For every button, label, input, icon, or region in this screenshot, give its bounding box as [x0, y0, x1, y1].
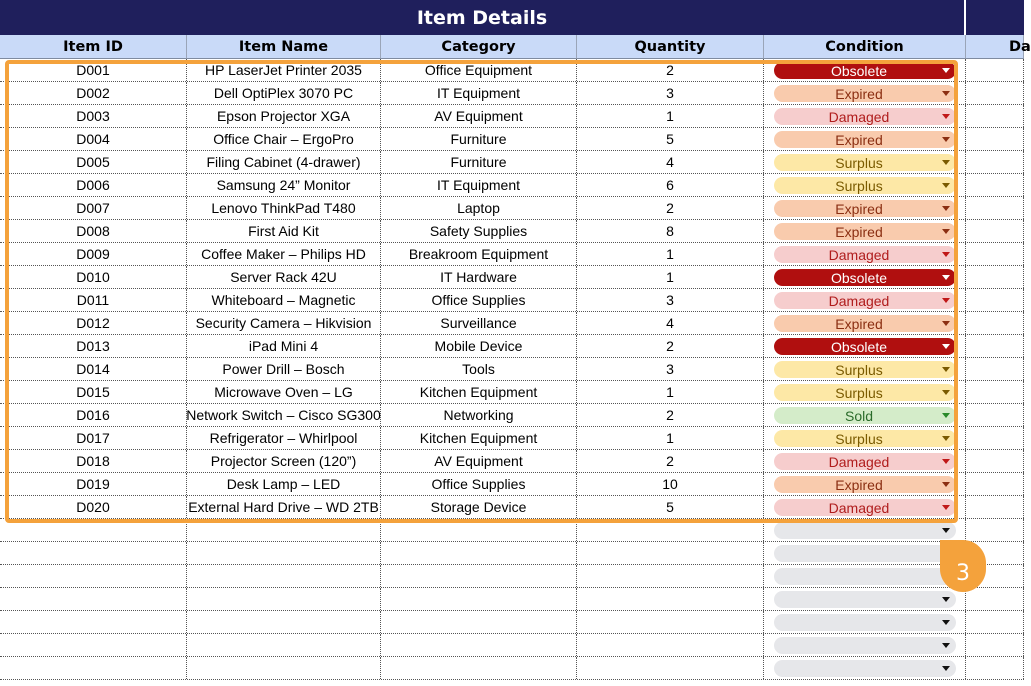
table-row	[0, 634, 1024, 657]
dropdown-arrow-icon[interactable]	[942, 252, 950, 257]
condition-cell[interactable]	[764, 588, 966, 610]
category-cell[interactable]: IT Hardware	[381, 266, 577, 288]
table-row	[0, 105, 1024, 128]
quantity-cell[interactable]: 1	[577, 243, 764, 265]
dropdown-arrow-icon[interactable]	[942, 436, 950, 441]
table-row	[0, 82, 1024, 105]
category-cell[interactable]: AV Equipment	[381, 450, 577, 472]
condition-cell[interactable]	[764, 565, 966, 587]
next-column-cell[interactable]	[966, 59, 1024, 81]
condition-dropdown-chip[interactable]	[774, 269, 956, 286]
item-id-cell[interactable]: D017	[0, 427, 187, 449]
dropdown-arrow-icon[interactable]	[942, 183, 950, 188]
condition-dropdown-chip[interactable]	[774, 200, 956, 217]
category-cell[interactable]: Breakroom Equipment	[381, 243, 577, 265]
item-id-cell[interactable]: D005	[0, 151, 187, 173]
dropdown-arrow-icon[interactable]	[942, 137, 950, 142]
category-cell[interactable]: Office Supplies	[381, 473, 577, 495]
next-column-cell[interactable]	[966, 151, 1024, 173]
next-column-cell[interactable]	[966, 450, 1024, 472]
table-row	[0, 358, 1024, 381]
item-name-cell[interactable]: Desk Lamp – LED	[187, 473, 381, 495]
condition-dropdown-chip[interactable]	[774, 223, 956, 240]
condition-dropdown-chip[interactable]	[774, 292, 956, 309]
category-cell[interactable]: Furniture	[381, 151, 577, 173]
dropdown-arrow-icon[interactable]	[942, 459, 950, 464]
item-id-cell[interactable]: D018	[0, 450, 187, 472]
condition-cell[interactable]	[764, 151, 966, 173]
quantity-cell[interactable]: 4	[577, 312, 764, 334]
header-quantity[interactable]: Quantity	[577, 35, 764, 59]
category-cell[interactable]: Office Equipment	[381, 59, 577, 81]
condition-cell[interactable]	[764, 358, 966, 380]
item-id-cell[interactable]: D011	[0, 289, 187, 311]
condition-dropdown-chip[interactable]	[774, 361, 956, 378]
quantity-cell[interactable]: 2	[577, 404, 764, 426]
dropdown-arrow-icon[interactable]	[942, 597, 950, 602]
quantity-cell[interactable]: 10	[577, 473, 764, 495]
table-row	[0, 496, 1024, 519]
next-column-cell[interactable]	[966, 289, 1024, 311]
table-row	[0, 220, 1024, 243]
dropdown-arrow-icon[interactable]	[942, 620, 950, 625]
category-cell[interactable]	[381, 588, 577, 610]
category-cell[interactable]: Storage Device	[381, 496, 577, 518]
condition-label: Surplus	[835, 361, 883, 378]
item-id-cell[interactable]: D016	[0, 404, 187, 426]
quantity-cell[interactable]: 1	[577, 381, 764, 403]
condition-cell[interactable]	[764, 335, 966, 357]
condition-dropdown-chip[interactable]	[774, 430, 956, 447]
dropdown-arrow-icon[interactable]	[942, 666, 950, 671]
dropdown-arrow-icon[interactable]	[942, 321, 950, 326]
quantity-cell[interactable]: 1	[577, 427, 764, 449]
condition-label: Expired	[835, 315, 883, 332]
item-name-cell[interactable]	[187, 542, 381, 564]
quantity-cell[interactable]: 6	[577, 174, 764, 196]
condition-label: Obsolete	[830, 269, 888, 286]
condition-cell[interactable]	[764, 243, 966, 265]
next-column-cell[interactable]	[966, 404, 1024, 426]
condition-cell[interactable]	[764, 289, 966, 311]
next-column-cell[interactable]	[966, 105, 1024, 127]
category-cell[interactable]	[381, 611, 577, 633]
item-name-cell[interactable]: Projector Screen (120”)	[187, 450, 381, 472]
condition-cell[interactable]	[764, 312, 966, 334]
condition-dropdown-chip[interactable]	[774, 545, 956, 562]
quantity-cell[interactable]	[577, 542, 764, 564]
dropdown-arrow-icon[interactable]	[942, 643, 950, 648]
condition-dropdown-chip[interactable]	[774, 108, 956, 125]
category-cell[interactable]	[381, 519, 577, 541]
dropdown-arrow-icon[interactable]	[942, 68, 950, 73]
item-id-cell[interactable]: D006	[0, 174, 187, 196]
item-id-cell[interactable]: D010	[0, 266, 187, 288]
quantity-cell[interactable]: 3	[577, 289, 764, 311]
condition-dropdown-chip[interactable]	[774, 338, 956, 355]
condition-dropdown-chip[interactable]	[774, 177, 956, 194]
item-name-cell[interactable]: External Hard Drive – WD 2TB	[187, 496, 381, 518]
condition-dropdown-chip[interactable]	[774, 476, 956, 493]
dropdown-arrow-icon[interactable]	[942, 160, 950, 165]
category-cell[interactable]: AV Equipment	[381, 105, 577, 127]
step-callout-badge: 3	[940, 540, 986, 592]
item-name-cell[interactable]: Coffee Maker – Philips HD	[187, 243, 381, 265]
condition-dropdown-chip[interactable]	[774, 637, 956, 654]
item-id-cell[interactable]: D002	[0, 82, 187, 104]
next-column-cell[interactable]	[966, 174, 1024, 196]
quantity-cell[interactable]: 2	[577, 450, 764, 472]
category-cell[interactable]	[381, 657, 577, 679]
category-cell[interactable]: Mobile Device	[381, 335, 577, 357]
category-cell[interactable]	[381, 542, 577, 564]
quantity-cell[interactable]: 5	[577, 128, 764, 150]
next-column-cell[interactable]	[966, 197, 1024, 219]
data-grid	[0, 59, 1024, 680]
table-row	[0, 128, 1024, 151]
table-row	[0, 243, 1024, 266]
dropdown-arrow-icon[interactable]	[942, 413, 950, 418]
item-id-cell[interactable]: D003	[0, 105, 187, 127]
item-id-cell[interactable]: D013	[0, 335, 187, 357]
condition-cell[interactable]	[764, 266, 966, 288]
condition-label: Surplus	[835, 384, 883, 401]
quantity-cell[interactable]	[577, 611, 764, 633]
dropdown-arrow-icon[interactable]	[942, 390, 950, 395]
item-id-cell[interactable]	[0, 657, 187, 679]
quantity-cell[interactable]: 3	[577, 358, 764, 380]
table-row	[0, 588, 1024, 611]
condition-label: Surplus	[835, 430, 883, 447]
condition-dropdown-chip[interactable]	[774, 62, 956, 79]
table-row	[0, 611, 1024, 634]
section-title-banner: Item Details	[0, 0, 964, 35]
condition-dropdown-chip[interactable]	[774, 154, 956, 171]
next-column-cell[interactable]	[966, 657, 1024, 679]
condition-cell[interactable]	[764, 542, 966, 564]
next-column-cell[interactable]	[966, 611, 1024, 633]
condition-label: Expired	[835, 131, 883, 148]
condition-cell[interactable]	[764, 128, 966, 150]
condition-label: Damaged	[828, 246, 890, 263]
item-name-cell[interactable]: HP LaserJet Printer 2035	[187, 59, 381, 81]
header-item-id[interactable]: Item ID	[0, 35, 187, 59]
item-name-cell[interactable]	[187, 611, 381, 633]
item-name-cell[interactable]: Office Chair – ErgoPro	[187, 128, 381, 150]
next-column-cell[interactable]	[966, 381, 1024, 403]
header-next-column[interactable]: Da	[966, 35, 1024, 59]
dropdown-arrow-icon[interactable]	[942, 275, 950, 280]
table-row	[0, 289, 1024, 312]
quantity-cell[interactable]: 8	[577, 220, 764, 242]
condition-cell[interactable]	[764, 657, 966, 679]
item-id-cell[interactable]: D020	[0, 496, 187, 518]
next-column-cell[interactable]	[966, 82, 1024, 104]
table-row	[0, 312, 1024, 335]
quantity-cell[interactable]: 2	[577, 335, 764, 357]
quantity-cell[interactable]	[577, 565, 764, 587]
quantity-cell[interactable]: 1	[577, 266, 764, 288]
condition-label: Expired	[835, 476, 883, 493]
table-row	[0, 542, 1024, 565]
quantity-cell[interactable]: 2	[577, 59, 764, 81]
table-row	[0, 404, 1024, 427]
quantity-cell[interactable]: 4	[577, 151, 764, 173]
category-cell[interactable]: Networking	[381, 404, 577, 426]
item-id-cell[interactable]: D001	[0, 59, 187, 81]
category-cell[interactable]: Kitchen Equipment	[381, 381, 577, 403]
next-section-banner	[966, 0, 1024, 35]
condition-cell[interactable]	[764, 82, 966, 104]
condition-cell[interactable]	[764, 381, 966, 403]
condition-label: Obsolete	[830, 62, 888, 79]
table-row	[0, 381, 1024, 404]
item-name-cell[interactable]: Dell OptiPlex 3070 PC	[187, 82, 381, 104]
condition-label: Damaged	[828, 453, 890, 470]
condition-dropdown-chip[interactable]	[774, 246, 956, 263]
dropdown-arrow-icon[interactable]	[942, 114, 950, 119]
category-cell[interactable]: Kitchen Equipment	[381, 427, 577, 449]
condition-label: Surplus	[835, 177, 883, 194]
quantity-cell[interactable]: 5	[577, 496, 764, 518]
item-id-cell[interactable]: D007	[0, 197, 187, 219]
item-name-cell[interactable]: First Aid Kit	[187, 220, 381, 242]
condition-label: Obsolete	[830, 338, 888, 355]
item-name-cell[interactable]: iPad Mini 4	[187, 335, 381, 357]
next-column-cell[interactable]	[966, 312, 1024, 334]
condition-label: Damaged	[828, 292, 890, 309]
table-row	[0, 197, 1024, 220]
item-id-cell[interactable]: D004	[0, 128, 187, 150]
dropdown-arrow-icon[interactable]	[942, 482, 950, 487]
next-column-cell[interactable]	[966, 358, 1024, 380]
condition-cell[interactable]	[764, 519, 966, 541]
header-item-name[interactable]: Item Name	[187, 35, 381, 59]
table-row	[0, 335, 1024, 358]
dropdown-arrow-icon[interactable]	[942, 367, 950, 372]
item-name-cell[interactable]: Lenovo ThinkPad T480	[187, 197, 381, 219]
next-column-cell[interactable]	[966, 473, 1024, 495]
condition-dropdown-chip[interactable]	[774, 315, 956, 332]
item-id-cell[interactable]	[0, 519, 187, 541]
condition-cell[interactable]	[764, 220, 966, 242]
condition-dropdown-chip[interactable]	[774, 407, 956, 424]
table-row	[0, 174, 1024, 197]
dropdown-arrow-icon[interactable]	[942, 91, 950, 96]
condition-dropdown-chip[interactable]	[774, 453, 956, 470]
condition-label: Damaged	[828, 108, 890, 125]
condition-cell[interactable]	[764, 473, 966, 495]
table-row	[0, 266, 1024, 289]
dropdown-arrow-icon[interactable]	[942, 505, 950, 510]
item-name-cell[interactable]: Security Camera – Hikvision	[187, 312, 381, 334]
table-row	[0, 657, 1024, 680]
next-column-cell[interactable]	[966, 496, 1024, 518]
item-name-cell[interactable]: Power Drill – Bosch	[187, 358, 381, 380]
category-cell[interactable]: IT Equipment	[381, 174, 577, 196]
quantity-cell[interactable]	[577, 657, 764, 679]
condition-label: Sold	[844, 407, 874, 424]
condition-label: Surplus	[835, 154, 883, 171]
item-name-cell[interactable]: Network Switch – Cisco SG300	[187, 404, 381, 426]
table-row	[0, 450, 1024, 473]
condition-label: Expired	[835, 200, 883, 217]
header-condition[interactable]: Condition	[764, 35, 966, 59]
item-name-cell[interactable]	[187, 657, 381, 679]
condition-cell[interactable]	[764, 105, 966, 127]
dropdown-arrow-icon[interactable]	[942, 344, 950, 349]
item-name-cell[interactable]	[187, 565, 381, 587]
dropdown-arrow-icon[interactable]	[942, 206, 950, 211]
item-name-cell[interactable]	[187, 588, 381, 610]
item-name-cell[interactable]: Epson Projector XGA	[187, 105, 381, 127]
item-name-cell[interactable]: Whiteboard – Magnetic	[187, 289, 381, 311]
next-column-cell[interactable]	[966, 427, 1024, 449]
next-column-cell[interactable]	[966, 634, 1024, 656]
table-row	[0, 519, 1024, 542]
next-column-cell[interactable]	[966, 588, 1024, 610]
condition-dropdown-chip[interactable]	[774, 384, 956, 401]
category-cell[interactable]: Office Supplies	[381, 289, 577, 311]
header-category[interactable]: Category	[381, 35, 577, 59]
condition-cell[interactable]	[764, 496, 966, 518]
next-column-cell[interactable]	[966, 128, 1024, 150]
condition-dropdown-chip[interactable]	[774, 568, 956, 585]
category-cell[interactable]: Laptop	[381, 197, 577, 219]
next-column-cell[interactable]	[966, 220, 1024, 242]
item-id-cell[interactable]	[0, 634, 187, 656]
category-cell[interactable]	[381, 634, 577, 656]
condition-label: Expired	[835, 223, 883, 240]
item-name-cell[interactable]: Server Rack 42U	[187, 266, 381, 288]
quantity-cell[interactable]: 1	[577, 105, 764, 127]
category-cell[interactable]: Safety Supplies	[381, 220, 577, 242]
item-name-cell[interactable]: Microwave Oven – LG	[187, 381, 381, 403]
item-id-cell[interactable]: D009	[0, 243, 187, 265]
category-cell[interactable]: IT Equipment	[381, 82, 577, 104]
next-column-cell[interactable]	[966, 266, 1024, 288]
condition-dropdown-chip[interactable]	[774, 499, 956, 516]
item-name-cell[interactable]	[187, 634, 381, 656]
quantity-cell[interactable]	[577, 519, 764, 541]
condition-label: Expired	[835, 85, 883, 102]
item-id-cell[interactable]: D012	[0, 312, 187, 334]
item-name-cell[interactable]	[187, 519, 381, 541]
quantity-cell[interactable]: 3	[577, 82, 764, 104]
next-column-cell[interactable]	[966, 335, 1024, 357]
dropdown-arrow-icon[interactable]	[942, 298, 950, 303]
condition-cell[interactable]	[764, 59, 966, 81]
dropdown-arrow-icon[interactable]	[942, 229, 950, 234]
condition-dropdown-chip[interactable]	[774, 85, 956, 102]
next-column-cell[interactable]	[966, 519, 1024, 541]
condition-dropdown-chip[interactable]	[774, 614, 956, 631]
item-id-cell[interactable]: D008	[0, 220, 187, 242]
item-id-cell[interactable]: D015	[0, 381, 187, 403]
item-id-cell[interactable]: D019	[0, 473, 187, 495]
category-cell[interactable]: Tools	[381, 358, 577, 380]
condition-dropdown-chip[interactable]	[774, 591, 956, 608]
condition-dropdown-chip[interactable]	[774, 660, 956, 677]
condition-cell[interactable]	[764, 450, 966, 472]
table-row	[0, 151, 1024, 174]
category-cell[interactable]: Furniture	[381, 128, 577, 150]
condition-cell[interactable]	[764, 197, 966, 219]
next-column-cell[interactable]	[966, 243, 1024, 265]
item-name-cell[interactable]: Samsung 24” Monitor	[187, 174, 381, 196]
condition-dropdown-chip[interactable]	[774, 131, 956, 148]
category-cell[interactable]	[381, 565, 577, 587]
item-id-cell[interactable]	[0, 588, 187, 610]
condition-cell[interactable]	[764, 634, 966, 656]
quantity-cell[interactable]	[577, 634, 764, 656]
item-id-cell[interactable]	[0, 611, 187, 633]
condition-cell[interactable]	[764, 611, 966, 633]
table-row	[0, 565, 1024, 588]
item-name-cell[interactable]: Filing Cabinet (4-drawer)	[187, 151, 381, 173]
item-id-cell[interactable]: D014	[0, 358, 187, 380]
table-row	[0, 59, 1024, 82]
condition-dropdown-chip[interactable]	[774, 522, 956, 539]
table-row	[0, 427, 1024, 450]
table-row	[0, 473, 1024, 496]
quantity-cell[interactable]	[577, 588, 764, 610]
item-id-cell[interactable]	[0, 542, 187, 564]
condition-cell[interactable]	[764, 427, 966, 449]
item-name-cell[interactable]: Refrigerator – Whirlpool	[187, 427, 381, 449]
condition-cell[interactable]	[764, 404, 966, 426]
quantity-cell[interactable]: 2	[577, 197, 764, 219]
item-id-cell[interactable]	[0, 565, 187, 587]
category-cell[interactable]: Surveillance	[381, 312, 577, 334]
dropdown-arrow-icon[interactable]	[942, 528, 950, 533]
condition-cell[interactable]	[764, 174, 966, 196]
condition-label: Damaged	[828, 499, 890, 516]
